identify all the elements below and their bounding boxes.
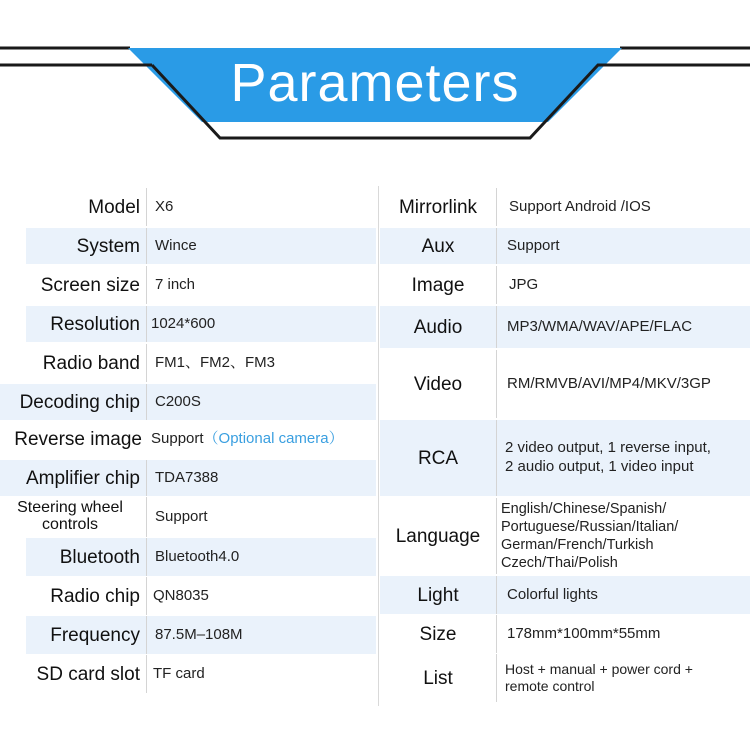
spec-value: MP3/WMA/WAV/APE/FLAC	[507, 317, 693, 335]
spec-row-decoding-chip	[0, 384, 376, 420]
spec-value-line: 2 video output, 1 reverse input,	[505, 439, 711, 457]
spec-label: List	[423, 667, 453, 689]
spec-row-language	[380, 498, 750, 574]
spec-value-line: Portuguese/Russian/Italian/	[501, 518, 679, 535]
spec-label	[0, 500, 146, 534]
spec-row-reverse-image	[0, 420, 376, 458]
spec-value-line: Czech/Thai/Polish	[501, 555, 618, 572]
spec-value: 7 inch	[155, 275, 196, 293]
spec-value: TDA7388	[155, 468, 219, 486]
spec-label: Language	[395, 525, 481, 547]
spec-value: Colorful lights	[507, 585, 598, 603]
spec-label: System	[76, 235, 140, 257]
spec-value: 87.5M–108M	[155, 625, 243, 643]
spec-label: Image	[411, 274, 465, 296]
spec-label: Audio	[413, 316, 463, 338]
spec-value	[497, 661, 750, 696]
spec-row-image	[380, 266, 750, 304]
spec-row-screen-size	[0, 266, 376, 304]
spec-row-sd-card-slot	[0, 655, 376, 693]
spec-value-note: （Optional camera）	[203, 429, 344, 447]
spec-row-rca	[380, 420, 750, 496]
spec-row-steering-wheel	[0, 497, 376, 537]
spec-value: Support	[155, 507, 208, 525]
spec-label: Model	[88, 196, 140, 218]
spec-label: Frequency	[50, 624, 140, 646]
spec-value: 1024*600	[151, 314, 216, 332]
spec-value-line: English/Chinese/Spanish/	[501, 500, 667, 517]
spec-label: Resolution	[50, 313, 140, 335]
spec-label: Amplifier chip	[25, 467, 140, 489]
spec-value: Support Android /IOS	[509, 197, 651, 215]
spec-row-mirrorlink	[380, 188, 750, 226]
spec-label: Reverse image	[14, 428, 142, 450]
spec-label-line: Steering wheel	[17, 499, 123, 517]
spec-value: 178mm*100mm*55mm	[507, 624, 661, 642]
spec-row-list	[380, 654, 750, 702]
column-divider	[378, 186, 379, 706]
spec-value: X6	[155, 197, 174, 215]
page-title: Parameters	[230, 53, 520, 113]
spec-value-main: Support	[151, 429, 204, 447]
spec-label: RCA	[417, 447, 459, 469]
spec-row-resolution	[26, 306, 376, 342]
spec-label: Size	[419, 623, 457, 645]
spec-row-radio-chip	[0, 577, 376, 615]
spec-label: Mirrorlink	[398, 196, 478, 218]
spec-row-radio-band	[0, 344, 376, 382]
spec-row-system	[26, 228, 376, 264]
spec-label: Video	[413, 373, 463, 395]
spec-row-video	[380, 350, 750, 418]
spec-row-size	[380, 615, 750, 653]
spec-row-amplifier-chip	[0, 460, 376, 496]
spec-row-audio	[380, 306, 750, 348]
spec-value: Bluetooth4.0	[155, 547, 240, 565]
spec-row-light	[380, 576, 750, 614]
spec-value: JPG	[509, 275, 539, 293]
spec-row-bluetooth	[26, 538, 376, 576]
spec-row-aux	[380, 228, 750, 264]
spec-label: Radio chip	[50, 585, 140, 607]
spec-label: Bluetooth	[59, 546, 140, 568]
spec-label: SD card slot	[36, 663, 140, 685]
spec-value-line: remote control	[505, 678, 595, 694]
spec-value: Support	[507, 236, 560, 254]
spec-value	[497, 500, 750, 573]
spec-label-line: controls	[41, 516, 99, 533]
spec-value	[497, 439, 750, 477]
spec-value: QN8035	[153, 586, 209, 604]
spec-value: RM/RMVB/AVI/MP4/MKV/3GP	[507, 374, 711, 392]
spec-value: C200S	[155, 392, 201, 410]
spec-value-line: Host + manual + power cord +	[505, 660, 693, 677]
spec-value: Wince	[155, 236, 197, 254]
spec-row-frequency	[26, 616, 376, 654]
spec-value	[147, 430, 376, 449]
spec-row-model	[0, 188, 376, 226]
spec-value: TF card	[153, 664, 205, 682]
spec-label: Decoding chip	[19, 391, 140, 413]
spec-value: FM1、FM2、FM3	[155, 353, 276, 371]
spec-value-line: 2 audio output, 1 video input	[505, 458, 694, 475]
spec-value-line: German/French/Turkish	[501, 537, 654, 553]
spec-label: Screen size	[40, 274, 140, 296]
spec-label: Light	[417, 584, 459, 606]
spec-label: Radio band	[42, 352, 140, 374]
spec-label: Aux	[421, 235, 455, 257]
